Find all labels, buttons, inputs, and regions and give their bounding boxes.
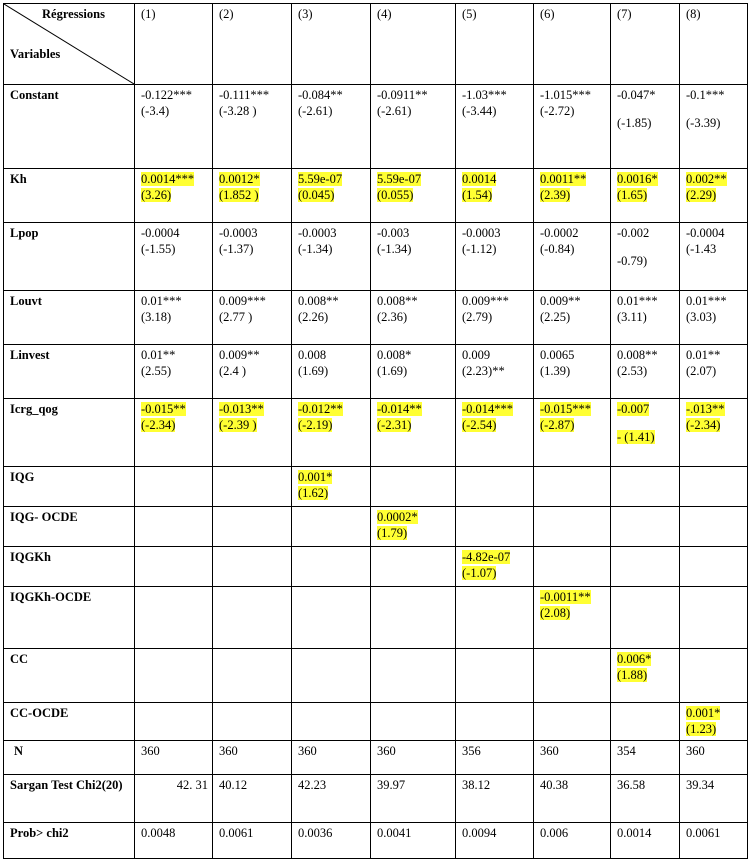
cell-kh-7: 0.0016* (1.65) — [611, 169, 680, 223]
row-label-linvest: Linvest — [4, 345, 135, 399]
row-label-sargan: Sargan Test Chi2(20) — [4, 775, 135, 823]
corner-top-label: Régressions — [42, 7, 105, 21]
cell-linvest-2: 0.009** (2.4 ) — [213, 345, 292, 399]
cell-kh-5: 0.0014 (1.54) — [456, 169, 534, 223]
cell-sargan-4: 39.97 — [371, 775, 456, 823]
cell-n-8: 360 — [680, 741, 748, 775]
cell-icrg-2: -0.013** (-2.39 ) — [213, 399, 292, 467]
cell-prob-6: 0.006 — [534, 823, 611, 859]
cell-kh-1: 0.0014*** (3.26) — [135, 169, 213, 223]
cell-prob-2: 0.0061 — [213, 823, 292, 859]
cell-sargan-8: 39.34 — [680, 775, 748, 823]
cell-louvt-4: 0.008** (2.36) — [371, 291, 456, 345]
row-label-n: N — [4, 741, 135, 775]
cell-constant-1: -0.122*** (-3.4) — [135, 85, 213, 169]
cell-lpop-3: -0.0003 (-1.34) — [292, 223, 371, 291]
row-label-kh: Kh — [4, 169, 135, 223]
row-constant — [4, 85, 748, 169]
row-label-louvt: Louvt — [4, 291, 135, 345]
col-header-5: (5) — [456, 4, 534, 85]
cell-louvt-8: 0.01*** (3.03) — [680, 291, 748, 345]
cell-lpop-1: -0.0004 (-1.55) — [135, 223, 213, 291]
header-row — [4, 4, 748, 85]
cell-kh-8: 0.002** (2.29) — [680, 169, 748, 223]
row-iqg-ocde — [4, 507, 748, 547]
cell-prob-7: 0.0014 — [611, 823, 680, 859]
col-header-3: (3) — [292, 4, 371, 85]
cell-lpop-4: -0.003 (-1.34) — [371, 223, 456, 291]
cell-icrg-1: -0.015** (-2.34) — [135, 399, 213, 467]
cell-kh-3: 5.59e-07 (0.045) — [292, 169, 371, 223]
cell-n-6: 360 — [534, 741, 611, 775]
row-label-iqg: IQG — [4, 467, 135, 507]
row-sargan — [4, 775, 748, 823]
cell-icrg-3: -0.012** (-2.19) — [292, 399, 371, 467]
cell-louvt-6: 0.009** (2.25) — [534, 291, 611, 345]
row-prob — [4, 823, 748, 859]
cell-kh-4: 5.59e-07 (0.055) — [371, 169, 456, 223]
row-cc-ocde — [4, 703, 748, 741]
cell-n-1: 360 — [135, 741, 213, 775]
row-label-cc-ocde: CC-OCDE — [4, 703, 135, 741]
cell-linvest-7: 0.008** (2.53) — [611, 345, 680, 399]
row-label-iqg-ocde: IQG- OCDE — [4, 507, 135, 547]
col-header-1: (1) — [135, 4, 213, 85]
cell-sargan-7: 36.58 — [611, 775, 680, 823]
row-label-icrg-qog: Icrg_qog — [4, 399, 135, 467]
row-label-constant: Constant — [4, 85, 135, 169]
col-header-2: (2) — [213, 4, 292, 85]
cell-kh-2: 0.0012* (1.852 ) — [213, 169, 292, 223]
row-n — [4, 741, 748, 775]
cell-prob-8: 0.0061 — [680, 823, 748, 859]
cell-icrg-5: -0.014*** (-2.54) — [456, 399, 534, 467]
row-label-lpop: Lpop — [4, 223, 135, 291]
cell-linvest-8: 0.01** (2.07) — [680, 345, 748, 399]
cell-linvest-5: 0.009 (2.23)** — [456, 345, 534, 399]
row-label-prob: Prob> chi2 — [4, 823, 135, 859]
cell-cc-7: 0.006* (1.88) — [611, 649, 680, 703]
cell-iqgkh-ocde-6: -0.0011** (2.08) — [534, 587, 611, 649]
cell-icrg-7: -0.007 - (1.41) — [611, 399, 680, 467]
cell-iqg-3: 0.001* (1.62) — [292, 467, 371, 507]
row-lpop — [4, 223, 748, 291]
cell-sargan-6: 40.38 — [534, 775, 611, 823]
cell-lpop-8: -0.0004 (-1.43 — [680, 223, 748, 291]
cell-iqgkh-5: -4.82e-07 (-1.07) — [456, 547, 534, 587]
cell-kh-6: 0.0011** (2.39) — [534, 169, 611, 223]
cell-lpop-7: -0.002 -0.79) — [611, 223, 680, 291]
corner-cell — [4, 4, 135, 85]
cell-constant-4: -0.0911** (-2.61) — [371, 85, 456, 169]
cell-sargan-3: 42.23 — [292, 775, 371, 823]
row-iqg — [4, 467, 748, 507]
corner-bottom-label: Variables — [10, 47, 61, 61]
cell-lpop-2: -0.0003 (-1.37) — [213, 223, 292, 291]
cell-lpop-6: -0.0002 (-0.84) — [534, 223, 611, 291]
cell-linvest-1: 0.01** (2.55) — [135, 345, 213, 399]
cell-constant-5: -1.03*** (-3.44) — [456, 85, 534, 169]
cell-cc-ocde-8: 0.001* (1.23) — [680, 703, 748, 741]
cell-icrg-8: -.013** (-2.34) — [680, 399, 748, 467]
cell-n-2: 360 — [213, 741, 292, 775]
cell-lpop-5: -0.0003 (-1.12) — [456, 223, 534, 291]
cell-linvest-6: 0.0065 (1.39) — [534, 345, 611, 399]
cell-sargan-2: 40.12 — [213, 775, 292, 823]
row-iqgkh-ocde — [4, 587, 748, 649]
cell-constant-2: -0.111*** (-3.28 ) — [213, 85, 292, 169]
cell-sargan-5: 38.12 — [456, 775, 534, 823]
cell-iqg-ocde-4: 0.0002* (1.79) — [371, 507, 456, 547]
cell-icrg-6: -0.015*** (-2.87) — [534, 399, 611, 467]
cell-prob-4: 0.0041 — [371, 823, 456, 859]
cell-louvt-1: 0.01*** (3.18) — [135, 291, 213, 345]
cell-constant-7: -0.047* (-1.85) — [611, 85, 680, 169]
cell-linvest-3: 0.008 (1.69) — [292, 345, 371, 399]
row-linvest — [4, 345, 748, 399]
cell-louvt-5: 0.009*** (2.79) — [456, 291, 534, 345]
cell-constant-6: -1.015*** (-2.72) — [534, 85, 611, 169]
col-header-8: (8) — [680, 4, 748, 85]
row-icrg-qog — [4, 399, 748, 467]
col-header-4: (4) — [371, 4, 456, 85]
row-label-iqgkh: IQGKh — [4, 547, 135, 587]
cell-louvt-2: 0.009*** (2.77 ) — [213, 291, 292, 345]
row-label-cc: CC — [4, 649, 135, 703]
cell-prob-3: 0.0036 — [292, 823, 371, 859]
regression-table — [3, 3, 748, 859]
row-cc — [4, 649, 748, 703]
cell-louvt-3: 0.008** (2.26) — [292, 291, 371, 345]
cell-prob-5: 0.0094 — [456, 823, 534, 859]
cell-n-5: 356 — [456, 741, 534, 775]
cell-constant-8: -0.1*** (-3.39) — [680, 85, 748, 169]
row-kh — [4, 169, 748, 223]
cell-n-4: 360 — [371, 741, 456, 775]
row-iqgkh — [4, 547, 748, 587]
cell-n-3: 360 — [292, 741, 371, 775]
cell-louvt-7: 0.01*** (3.11) — [611, 291, 680, 345]
cell-constant-3: -0.084** (-2.61) — [292, 85, 371, 169]
cell-linvest-4: 0.008* (1.69) — [371, 345, 456, 399]
cell-icrg-4: -0.014** (-2.31) — [371, 399, 456, 467]
row-louvt — [4, 291, 748, 345]
row-label-iqgkh-ocde: IQGKh-OCDE — [4, 587, 135, 649]
cell-n-7: 354 — [611, 741, 680, 775]
col-header-7: (7) — [611, 4, 680, 85]
cell-prob-1: 0.0048 — [135, 823, 213, 859]
col-header-6: (6) — [534, 4, 611, 85]
cell-sargan-1: 42. 31 — [135, 775, 213, 823]
